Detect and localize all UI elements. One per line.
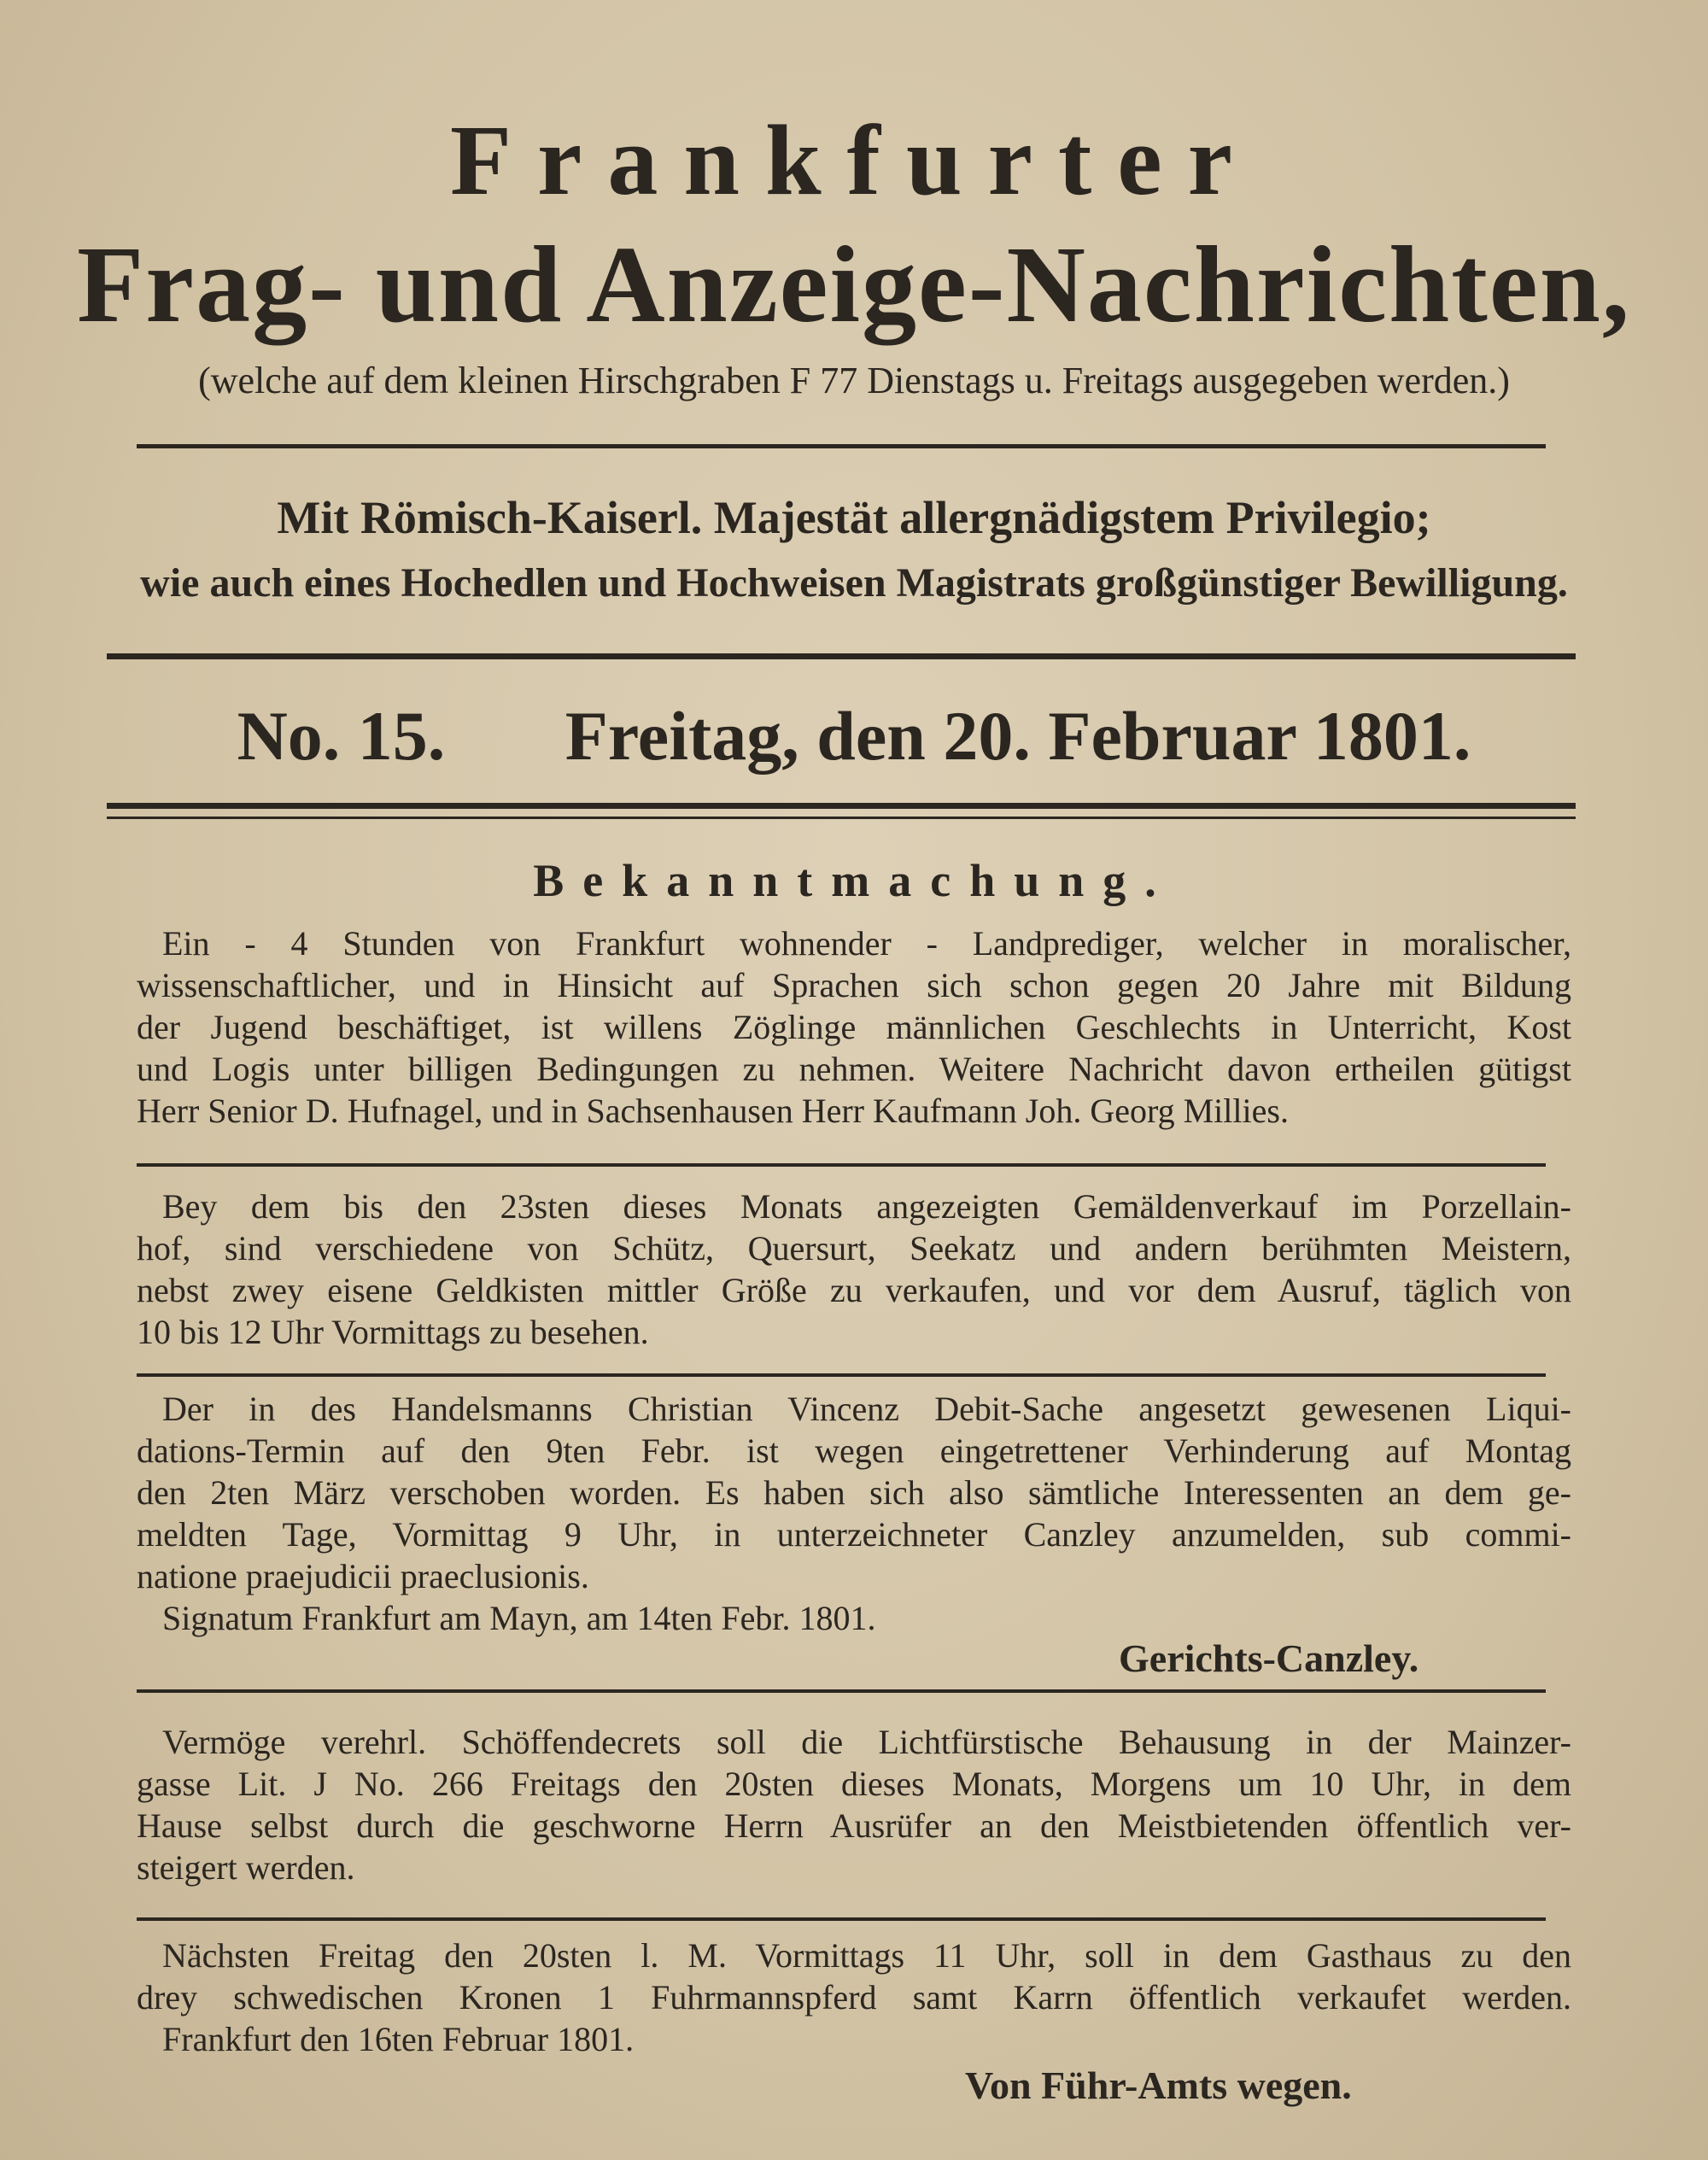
notice-3 [137,1388,1571,1639]
notice-line: Vermöge verehrl. Schöffendecrets soll die Lichtfürstische Behausung in der Mainzer- [162,1723,1571,1761]
notice-line: drey schwedischen Kronen 1 Fuhrmannspferd samt Karrn öffentlich verkaufet werden. [137,1978,1571,2017]
notice-line: meldten Tage, Vormittag 9 Uhr, in unterzeichneter Canzley anzumelden, sub commi- [137,1515,1571,1554]
divider [137,1373,1546,1377]
notice-line: und Logis unter billigen Bedingungen zu nehmen. Weitere Nachricht davon ertheilen gütigst [137,1050,1571,1088]
signature: Gerichts-Canzley. [1119,1636,1419,1680]
divider [107,817,1576,819]
notice-line: Hause selbst durch die geschworne Herrn Ausrüfer an den Meistbietenden öffentlich ver- [137,1806,1571,1845]
notice-line: natione praejudicii praeclusionis. [137,1557,589,1595]
notice-line: Frankfurt den 16ten Februar 1801. [162,2020,635,2058]
masthead-title-line1: Frankfurter [449,104,1259,216]
divider [137,1689,1546,1693]
issue-line [0,696,1708,776]
issue-date: Freitag, den 20. Februar 1801. [564,697,1471,775]
notice-line: 10 bis 12 Uhr Vormittags zu besehen. [137,1313,649,1351]
notice-2 [137,1185,1571,1353]
notice-1 [137,922,1571,1132]
notice-line: den 2ten März verschoben worden. Es haben sich also sämtliche Interessenten an dem ge- [137,1473,1571,1512]
notice-5 [137,1935,1571,2060]
issue-number: No. 15. [237,697,446,775]
notice-line: Ein - 4 Stunden von Frankfurt wohnender - Landprediger, welcher in moralischer, [162,924,1571,963]
notice-line: Herr Senior D. Hufnagel, und in Sachsenhausen Herr Kaufmann Joh. Georg Millies. [137,1092,1289,1130]
notice-line: gasse Lit. J No. 266 Freitags den 20sten dieses Monats, Morgens um 10 Uhr, in dem [137,1765,1571,1803]
notice-line: Nächsten Freitag den 20sten l. M. Vormittags 11 Uhr, soll in dem Gasthaus zu den [162,1936,1571,1975]
divider [137,1163,1546,1167]
notice-line: wissenschaftlicher, und in Hinsicht auf Sprachen sich schon gegen 20 Jahre mit Bildung [137,966,1571,1004]
notice-line: der Jugend beschäftiget, ist willens Zöglinge männlichen Geschlechts in Unterricht, Kost [137,1008,1571,1046]
notice-line: Signatum Frankfurt am Mayn, am 14ten Febr. 1801. [162,1599,876,1637]
section-heading: Bekanntmachung. [533,855,1175,906]
masthead-title-line2: Frag- und Anzeige-Nachrichten, [77,224,1631,345]
divider [137,1917,1546,1921]
notice-line: Der in des Handelsmanns Christian Vincenz Debit-Sache angesetzt gewesenen Liqui- [162,1390,1571,1428]
divider [107,653,1576,659]
divider [107,803,1576,809]
signature: Von Führ-Amts wegen. [965,2063,1352,2107]
notice-line: hof, sind verschiedene von Schütz, Quersurt, Seekatz und andern berühmten Meistern, [137,1229,1571,1267]
notice-line: steigert werden. [137,1848,355,1887]
privilege-line2: wie auch eines Hochedlen und Hochweisen Magistrats großgünstiger Bewilligung. [140,560,1568,606]
notice-line: nebst zwey eisene Geldkisten mittler Größe zu verkaufen, und vor dem Ausruf, täglich von [137,1271,1571,1309]
masthead-subtitle: (welche auf dem kleinen Hirschgraben F 77 Dienstags u. Freitags ausgegeben werden.) [198,360,1510,401]
notice-line: dations-Termin auf den 9ten Febr. ist wegen eingetrettener Verhinderung auf Montag [137,1431,1571,1470]
notice-4 [137,1721,1571,1888]
privilege-line1: Mit Römisch-Kaiserl. Majestät allergnädigstem Privilegio; [277,492,1431,543]
notice-line: Bey dem bis den 23sten dieses Monats angezeigten Gemäldenverkauf im Porzellain- [162,1187,1571,1226]
divider [137,444,1546,448]
